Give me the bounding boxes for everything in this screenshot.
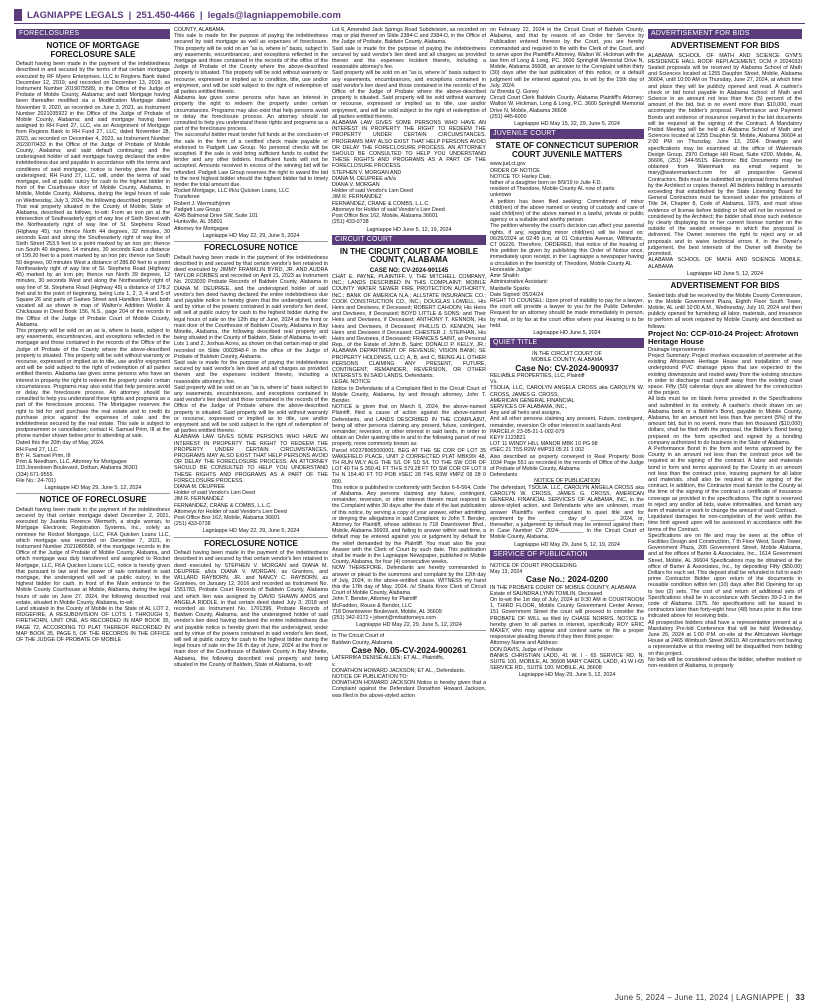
columns [14,27,805,982]
court-heading: IN THE CIRCUIT COURT OF MOBILE COUNTY, ALABAMA [531,351,603,364]
notice-body: Lot 6, Amended Jack Springs Road Subdivision, as recorded on map or plat thereof on Slide 2384-C and 2384-D, in the Office of the Judge of Probate, Baldwin County, Alabama. Said sale is made for the purpose of paying the indebtedness secured by said vendor's lien deed and all charges as provided therein and the expenses incident thereto, including a reasonable attorney's fee. Said property will be sold on an "as is, where is" basis subject to any easements, encumbrances, and exceptions contained in said vendor's lien deed and those contained in the records of the Office of the Judge of Probate where the above-described property is situated. Said property will be sold without warranty or recourse, expressed or implied as to title, use and/or enjoyment, and will be sold subject to the right of redemption of all parties entitled thereto. ALABAMA LAW GIVES SOME PERSONS WHO HAVE AN INTEREST IN PROPERTY THE RIGHT TO REDEEM THE PROPERTY UNDER CERTAIN CIRCUMSTANCES. PROGRAMS MAY ALSO EXIST THAT HELP PERSONS AVOID OR DELAY THE FORECLOSURE PROCESS. AN ATTORNEY SHOULD BE CONSULTED TO HELP YOU UNDERSTAND THESE RIGHTS AND PROGRAMS AS A PART OF THE FORECLOSURE PROCESS. STEPHEN V. MORGAN AND DIANA M. DEUPREE a/k/a DIANA V. MORGAN Holder of said Vendor's Lien Deed JIM R. FERNANDEZ FERNANDEZ, CRANE & COMBS, L.L.C. Attorneys for Holder of said Vendor's Lien Deed Post Office Box 162, Mobile, Alabama 36601 (251) 433-0738 [332,27,486,226]
notice-title: NOTICE OF MORTGAGE FORECLOSURE SALE [46,41,140,59]
notice-title: NOTICE OF FORECLOSURE [39,495,147,505]
notice-title: IN THE CIRCUIT COURT OF MOBILE COUNTY, ALABAMA [339,246,479,265]
publication-dates: Lagniappe HD May 15, 22, 29, June 5, 2024 [514,121,620,128]
column-2 [172,27,330,982]
notice-body: on February 22, 2024 in the Circuit Court of Baldwin County, Alabama, and that by reason of an Order for Service by Publication entered thereon by the Court, you are hereby commanded and required to file with the Clerk of the Court, and to serve upon the Plaintiff's Attorney, Walton W. Hickman with the law firm of Long & Long, PC, 3600 Springhill Memorial Drive N, Mobile, Alabama 36608, an answer to the Complaint within thirty (30) days after the last publication of this notice, or a default judgment will be entered against you, to wit by the 15th day of July, 2024. /s/ Brenda Q. Goney Circuit Court Clerk Baldwin County, Alabama Plaintiff's Attorney: Walton W. Hickman, Long & Long, P.C. 3600 Springhill Memorial Drive N, Mobile, Alabama 36608 (251) 445-6000 [490,27,644,120]
case-number: Case No: CV-2024-900937 [515,362,619,373]
notice-body: Sealed bids shall be received by the Mobile County Commission, in the Mobile Government Plaza, Eighth Floor South Tower, Mobile, AL until 10:00 A.M., Wednesday, July 10, 2024 and then publicly opened for furnishing all labor, materials, and insurance to perform all work required by Mobile County and described as follows: [648,292,802,330]
notice-body: Default having been made in the payment of the indebtedness secured by that certain mortgage dated December 2, 2021, executed by Juanita Florence Wermeth, a single woman, to Mortgage Electronic Registration Systems, Inc., solely as nominee for Rocket Mortgage, LLC, FKA Quicken Loans LLC, which mortgage was recorded on December 7, 2021, in Instrument Number 2021080568, of the mortgage records in the Office of the Judge of Probate of Mobile County, Alabama, and which mortgage was duly transferred and assigned to Rocket Mortgage, LLC, FKA Quicken Loans LLC, notice is hereby given that pursuant to law and the power of sale contained in said mortgage, the undersigned will sell at public outcry, to the highest bidder for cash, in front of the Main entrance to the Mobile County Courthouse at Mobile, Alabama, during the legal hours of sale on June 27, 2024, the following described real estate, situated in Mobile County, Alabama, to-wit: [16,506,170,606]
publication-dates: Lagniappe HD May 22, 29, June 5, 2024 [202,528,300,535]
notice-body: The defendant, TSOLIA, LLC, CAROLYN ANGELA CROSS aka CAROLYN W. CROSS, JAMES G. CROSS, AMERICAN GENERAL FINANCIAL SERVICES OF ALABAMA, INC, in the above-styled action, and Defendants who are unknown, must answer Plaintiff's verified complaint to quiet title and for ejectment by the ________ day of ________, 2024, or, thereafter, a judgement by default may be entered against them in Case Number CV 2024-________ in the Circuit Court of Mobile County, Alabama. [490,484,644,541]
publication-dates: Lagniappe HD May 29, June 5, 12, 2024 [44,485,142,491]
notice-title: ADVERTISEMENT FOR BIDS [670,280,780,290]
page-footer [14,993,805,1003]
project-title: Project No: CCP-010-24 Project: Afrotown Heritage House [648,328,799,347]
publication-email[interactable]: legals@lagniappemobile.com [207,9,341,21]
publication-name: LAGNIAPPE LEGALS [27,9,124,21]
publication-dates: Lagniappe HD June 5, 12, 19, 2024 [366,226,452,233]
section-header-advertisement-for-bids: ADVERTISEMENT FOR BIDS [648,29,802,39]
notice-body: Land situated in the County of Mobile in the State of AL LOT 2, RIDGEFIRE, A RESUBDIVISION OF LOTS 1 THROUGH 5, FIRETHORN, UNIT ONE, AS RECORDED IN MAP BOOK 35, PAGE 72, ACCORDING TO PLAT THEREOF RECORDED IN MAP BOOK 35, PAGE 5, OF THE RECORDS IN THE OFFICE OF THE JUDGE OF PROBATE OF MOBILE [16,606,170,644]
notice-body: ALABAMA SCHOOL OF MATH AND SCIENCE GYM'S RESIDENCE HALL ROOF REPLACEMENT, DCM # 2024033I Sealed proposals will be received by Alabama School of Math and Sciences located at 1255 Dauphin Street, Mobile, Alabama 36604, until 10:00 AM on Thursday, June 27, 2024, at which time and place they will be publicly opened and read. A cashier's check or bid bond payable to Alabama School of Math and Science in an amount not less than five (5) percent of the amount of the bid, but in no event more than $10,000, must accompany the bidder's proposal. Performance and Payment Bonds and evidence of insurance required in the bid documents will be required at the signing of the Contract. A Mandatory Prebid Meeting will be held at Alabama School of Math and Sciences located at 1255 Dauphin St. Mobile, Alabama 36604 at 2:00 PM on Thursday, June 13, 2024. Drawings and specifications may be examined at the office of Watermark Design Group, 2970 Cottage Hill Road, Suite #200, Mobile, AL 36606, (251) 344-5515. Electronic Bid Documents may be obtained from Watermark via email request to mary@watermarkarch.com for all prospective General Contractors. Bids must be submitted on proposal forms furnished by the Architect or copies thereof. All bidders bidding in amounts exceeding that established by the State Licensing Board for General Contractors must be licensed under the provisions of Title 34, Chapter 8, Code of Alabama, 1975, and must show evidence of license before bidding or bid will not be received or considered by the Architect; the bidder shall show such evidence by clearly displaying his or her current license number on the outside of the sealed envelope in which the proposal is delivered. The Owner reserves the right to reject any or all proposals and to waive technical errors if, in the Owner's judgement, the best interests of the Owner will thereby be promoted. ALABAMA SCHOOL OF MATH AND SCIENCE MOBILE, ALABAMA [648,52,802,270]
header-separator: | [128,9,132,21]
column-3 [330,27,488,982]
header-rule [14,23,805,24]
notice-body: That real property situated in the County of Mobile, State of Alabama, described as follows, to-wit: From an iron pin at the intersection of Southeasterly right of way line of Sixth Street with the Northeasterly right of way line of St. Stephens Road (Highway 45), run thence North 44 degrees, 32 minutes, 30 seconds East and along the Southeasterly right of way line of Sixth Street 253.9 feet to a point marked by an iron pin; thence run South 40 degrees, 14 minutes, 30 seconds East a distance of 199.20 feet to a point marked by an iron pin; thence run South 50 degrees, 00 minutes West a distance of 286.80 feet to a point Northeasterly right of way line of St. Stephens Road (Highway 45) marked by an iron pin; thence run North 39 degrees, 12 minutes, 30 seconds West and along the Northeasterly right of way line of St. Stephens Road (Highway 45) a distance of 178.2 feet and to the point of beginning, being Lots 1, 2, 3, 4 and 5 of Square 26 and parts of Gaines Street and Hamilton Street, both vacated all as shown in map of Walton's Addition Wistler & Chickasaw in Deed Book 156, N.S., page 204 of the records in the Office of the Judge of Probate Court of Mobile County, Alabama. [16,203,170,328]
notice-body: Drainage Improvements Project Summary: Project involves excavation of perimeter at the existing Africatown Heritage House and installation of new underground PVC drainage pipes that are expected to the existing downspouts and routed away from the existing structure in order to discharge road runoff away from the existing crawl space. Fifty (50) calendar days are allowed for the construction of the project. All bids must be on blank forms provided in the Specifications and submitted in its entirety. A cashier's check drawn on an Alabama bank or a Bidder's Bond, payable to Mobile County, Alabama, for an amount not less than five percent (5%) of the amount bid, but in no event, more than ten thousand ($10,000) dollars, shall be filed with the proposal, the Bidder's Bond being prepared on the form specified and signed by a bonding company authorized to do business in the State of Alabama. A Performance Bond in the form and terms approved by the County in an amount not less than the contract price will be required at the signing of the contract. A labor and materials bond in form and terms approved by the County in an amount not less than the contract price, insuring payment for all labor and materials, shall also be required at the signing of the contract. In addition, the Contractor must furnish to the County at the time of the signing of the contract a certificate of insurance coverage as provided in the specifications. The right is reserved to reject any and/or all bids, waive informalities, and furnish any item of material or work to change the amount of said Contract. Liquidated damages for non-completion of the work within the time limit agreed upon will be assessed in accordance with the terms of the Contract. Specifications are on file and may be seen at the office of Facilities Design and Construction, 7 th Floor West, South Tower, Government Plaza, 205 Government Street, Mobile Alabama, and at the offices of Barter & Associates, Inc., 1614 Government Street, Mobile, AL 36604 Specifications may be obtained at the office of Barter & Associates, Inc., by depositing Fifty ($50.00) Dollars for each set. This deposit shall be refunded in full to each prime Contractor Bidder upon return of the documents in reusable condition within ten (10) days after Bid Opening for up to two (2) sets. The cost of and return of additional sets of Specifications shall be in accordance with Section 39-2-3 in the code of Alabama 1975. No specifications will be issued to contractors later than forty-eight hour (48) hours prior to the time indicated above for receiving bids. All prospective bidders shall have a representative present at a Mandatory Pre-bid Conference that will be held Wednesday, June 26, 2024 at 1:00 P.M. on-site at the Africatown Heritage House at 2465 Wimbush Street 36610. All contractors not having a representative at this meeting will be disqualified from bidding on this project. No bids will be considered unless the bidder, whether resident or non-resident of Alabama, is properly [648,346,802,670]
footer-separator: | [786,993,792,1002]
divider [174,537,328,538]
notice-body: LATERRIKA DENISE ALLEN; ET AL., Plaintiffs, v. DONATHON HOWARD JACKSON; ET AL., Defendants. NOTICE OF PUBLICATION TO: DONATHON HOWARD JACKSON Notice is hereby given that a Complaint against the Defendant Donathon Howard Jackson, was filed in the above-styled action [332,655,486,699]
notice-body: www.jud.ct.gov ORDER OF NOTICE NOTICE TO: Harley Clair, father of a daughter born on 8/9/19 to Julie F.D. resident of Theodore, Mobile County AL now of parts unknown A petition has been filed seeking: Commitment of minor child(ren) of the above named or vesting of custody and care of said child(ren) of the above named in a lawful, private or public agency or a suitable and worthy person. The petition whereby the court's decision can affect your parental rights, if any, regarding minor child(ren) will be heard on: 06/26/2024 at 02:45 p.m. at 01 Columbia Avenue, Willimantic, CT 06226. Therefore, ORDERED, that notice of the hearing of this petition be given by publishing this Order of Notice once, immediately upon receipt, in the: Lagniappe a newspaper having a circulation in the town/city of: Theodore, Mobile County AL Honorable Judge: Amir Shaikh Administrative Assistant: Maribelle Sparks Date Signed: 05/24/24 RIGHT TO COUNSEL: Upon proof of inability to pay for a lawyer, the court will provide a lawyer to you for the Public Defender. Request for an attorney should be made immediately in person, by mail, or by fax at the court office where your Hearing is to be held. [490,161,644,329]
publication-dates: Lagniappe HD June 5, 2024 [533,329,601,336]
footer-brand: LAGNIAPPE [736,993,785,1002]
divider [16,493,170,494]
divider [648,279,802,280]
column-1 [14,27,172,982]
notice-title: FORECLOSURE NOTICE [204,538,298,548]
notice-body: IN THE PROBATE COURT OF MOBILE COUNTY, ALABAMA Estate of SAUNDRA LYNN TOMLIN, Deceased On to-wit the 1st day of July, 2024 at 9:30 AM in COURTROOM 1, THIRD FLOOR, Mobile County Government Center Annex, 151 Government Street the court will proceed to consider the PROBATE OF WILL as filed by CHASE NORRIS. NOTICE is hereby given to all parties in interest, specifically ROY ERIC MAXEY, who may appear and contest same or file a proper responsive pleading thereto if they then think proper. Attorney Name and Address: DON DAVIS, Judge of Probate BANKS CHRISTIAN LADD, 41 W. I - 65 SERVICE RD. N. SUITE 100, MOBILE, AL 36608 MARY CAROL LADD, 41 W I-65 SERVICE RD., SUITE 100, MOBILE, AL 36608 [490,584,644,672]
publication-dates: Lagniappe HD May 22, 29, June 5, 12, 2024 [356,622,462,629]
page-number: 33 [795,993,805,1002]
notice-body: Default having been made in the payment of the indebtedness described in and secured by the terms of that certain mortgage executed by RF Myers Enterprises, LLC to Regions Bank dated December 12, 2019, and recorded on December 13, 2019, as Instrument Number 2019075589, in the Office of the Judge of Probate of Mobile County, Alabama; and said Mortgage having been thereafter modified via a Modification Mortgage dated November 9, 2020, as recorded on June 3, 2021, as Instrument Number 2021035922 in the Office of the Judge of Probate of Mobile County, Alabama; and said mortgage having been assigned to RH Fund 27, LLC, via an Assignment of Mortgage from Regions Bank to RH Fund 27, LLC, dated November 28, 2023, as recorded on December 4, 2023, as Instrument Number 2023070433 in the Office of the Judge of Probate of Mobile County, Alabama; and said default continuing; and the undersigned holder of said mortgage having declared the entire indebtedness due and payable in accordance with the terms and conditions of said mortgage, notice is hereby given that the undersigned, RH Fund 27, LLC, will, under the terms of said mortgage, sell at public outcry for cash to the highest bidder in front of the Courthouse door of Mobile County, Alabama, in Mobile, Mobile County, Alabama, during the legal hours of sale on Wednesday, July 3, 2024, the following described property: [16,61,170,204]
publication-dates: Lagniappe HD June 5, 12, 2024 [686,270,764,277]
publication-phone: 251.450-4466 [136,9,195,21]
notice-title: STATE OF CONNECTICUT SUPERIOR COURT JUVENILE MATTERS [495,141,639,159]
footer-separator: | [731,993,736,1002]
case-number: Case No.: 2024-0200 [525,574,609,585]
court-heading: NOTICE OF COURT PROCEEDING May 13, 2024 [490,562,577,575]
publication-dates: Lagniappe HD May 29, June 5, 12, 2024 [518,672,616,679]
notice-title: ADVERTISEMENT FOR BIDS [670,41,780,50]
column-5 [646,27,804,982]
publication-dates: Lagniappe HD May 22, 29, June 5, 2024 [202,232,300,239]
notice-signature: RH Fund 27, LLC BY: H. Samuel Prim, III Prim & Needham, LLC, Attorney for Mortgagee 103 Jonestown Boulevard, Dothan, Alabama 36301 (334) 671-9555 File No.: 24-701) [16,446,138,484]
divider [332,630,486,631]
notice-title: FORECLOSURE NOTICE [204,242,298,252]
divider [174,241,328,242]
notice-dated: Dated this the 20th day of May, 2024. [16,439,105,446]
case-number: Case No. 05-CV-2024-900261 [351,644,467,655]
notice-body: Default having been made in the payment of the indebtedness described in and secured by that certain vendor's lien retained in deed executed by JIMMY FRANKLIN BYRD, JR. AND AUDRA TAYLOR FORBES and recorded on April 21, 2023 as Instrument No. 2023030 Probate Records of Baldwin County, Alabama to DIANA M. DEUPREE, and the undersigned holder of said vendor's lien deed having declared the entire indebtedness due and payable notice is hereby given that the undersigned, under and by virtue of the powers contained in said vendor's lien deed, will sell at public outcry for cash to the highest bidder during the legal hours of sale on the 12th day of June, 2024 at the front or main door of the Courthouse of Baldwin County, Alabama in Bay Minette, Alabama, the following described real property and being situated in the County of Baldwin, State of Alabama, to-wit: Lots 1 and 2, Joshua Acres, as shown on that certain map or plat recorded on Slide 0002848-F in the office of the Judge of Probate of Baldwin County, Alabama. Said sale is made for the purpose of paying the indebtedness secured by said vendor's lien deed and all charges as provided therein and the expenses incident thereto, including a reasonable attorney's fee. Said property will be sold on an "as is, where is" basis subject to any easements, encumbrances, and exceptions contained in said vendor's lien deed and those contained in the records of the Office of the Judge of Probate where the above-described property is situated. Said property will be sold without warranty or recourse, expressed or implied as to title, use and/or enjoyment and will be sold subject to the right of redemption of all parties entitled thereto. ALABAMA LAW GIVES SOME PERSONS WHO HAVE AN INTEREST IN PROPERTY THE RIGHT TO REDEEM THE PROPERTY UNDER CERTAIN CIRCUMSTANCES. PROGRAMS MAY ALSO EXIST THAT HELP PERSONS AVOID OR DELAY THE FORECLOSURE PROCESS. AN ATTORNEY SHOULD BE CONSULTED TO HELP YOU UNDERSTAND THESE RIGHTS AND PROGRAMS AS A PART OF THE FORECLOSURE PROCESS. DIANA M. DEUPREE Holder of said Vendor's Lien Deed JIM R. FERNANDEZ FERNANDEZ, CRANE & COMBS, L.L.C. Attorneys for Holder of said Vendor's Lien Deed Post Office Box 162, Mobile, Alabama 36601 (251) 433-0738 [174,254,328,528]
section-header-juvenile-court: JUVENILE COURT [490,129,644,139]
notice-body: This property will be sold on an as is, where is basis, subject to any easements, encumbrances, and exceptions reflected in the mortgage and those contained in the records of the Office of the Judge of Probate of the County where the above-described property is situated. This property will be sold without warranty or recourse, expressed or implied as to title, use and/or enjoyment and will be sold subject to the right of redemption of all parties entitled thereto. Alabama law gives some persons who have an interest in property the right to redeem the property under certain circumstances. Programs may also exist that help persons avoid or delay the foreclosure process. An attorney should be consulted to help you understand these rights and programs as a part of the foreclosure process. The Mortgagee reserves the right to bid for and purchase the real estate and to credit its purchase price against the expenses of sale and the indebtedness secured by the real estate. This sale is subject to postponement or cancellation; contact H. Samuel Prim, III at the phone number shown below prior to attending at sale. [16,327,170,440]
column-4 [488,27,646,982]
publication-dates: Lagniappe HD May 29, June 5, 12, 19, 2024 [514,541,620,548]
section-header-quiet-title: QUIET TITLE [490,338,644,348]
notice-body: Default having been made in the payment of the indebtedness described in and secured by that certain vendor's lien retained in deed executed by STEPHEN V. MORGAN and DIANA M. DEUPREE a/k/a DIANA V. MORGAN, as Grantors, and WILLARD RAYBORN, JR. and NANCY C. RAYBORN, as Grantees, on January 12, 2016 and recorded as Instrument No. 1551783, Probate Court Records of Baldwin County, Alabama and which lien was assigned by DAVID SHAWN AMOS and ANGELA RIDDLE, in that certain deed dated July 3, 2018 and recorded as Instrument No. 1701396, Probate Records of Baldwin County, Alabama, and the undersigned holder of said vendor's lien deed having declared the entire indebtedness due and payable notice is hereby given that the undersigned, under and by virtue of the powers contained in said vendor's lien deed, will sell at public outcry for cash to the highest bidder during the legal hours of sale on the 26 th day of June, 2024 at the front or main door of the Courthouse of Baldwin County in Bay Minette, Alabama, the following described real property and being situated in the County of Baldwin, State of Alabama, to-wit: [174,550,328,668]
section-header-foreclosures: FORECLOSURES [16,29,170,39]
court-heading: In The Circuit Court of Baldwin County, Alabama [332,633,393,646]
page-header [14,8,805,22]
notice-subheading: NOTICE OF PUBLICATION [534,478,600,485]
header-separator: | [199,9,203,21]
notice-body: COUNTY, ALABAMA. This sale is made for the purpose of paying the indebtedness secured by said mortgage as well as expenses of foreclosure. This property will be sold on an "as is, where is" basis, subject to any easements, encumbrances, and exceptions reflected in the mortgage and those contained in the records of the office of the Judge of Probate of the County where the above-described property is situated. This property will be sold without warranty or recourse, expressed or implied as to condition, title, use and/or enjoyment, and will be sold subject to the right of redemption of all parties entitled thereto. Alabama law gives some persons who have an interest in property the right to redeem the property under certain circumstances. Programs may also exist that help persons avoid or delay the foreclosure process. An attorney should be consulted to help you understand these rights and programs as a part of the foreclosure process. The successful bidder must tender full funds at the conclusion of the sale in the form of a certified check made payable or endorsed to Padgett Law Group. No personal checks will be accepted. If the sale is void bring sufficient funds to outbid the lender and any other bidders. Insufficient funds will not be accepted. Amounts received in excess of the winning bid will be refunded. Padgett Law Group reserves the right to award the bid to the next highest bidder should the highest bidder fail to timely tender the total amount due. Rocket Mortgage, LLC f/k/a Quicken Loans, LLC Transferee Robert J. Wermuth/jmm Padgett Law Group 4245 Balmoral Drive SW, Suite 101 Huntsville, AL 35801 Attorney for Mortgagee [174,27,328,232]
section-header-circuit-court: CIRCUIT COURT [332,235,486,245]
section-header-service-of-publication: SERVICE OF PUBLICATION [490,550,644,560]
header-accent-bar [14,9,22,21]
notice-body: CHAT E. PAYNE, PLAINTIFF, V. THE MITCHELL COMPANY, INC.; LANDS DESCRIBED IN THIS COMPLAINT; MOBILE COUNTY WATER SEWER FIRE PROTECTION AUTHORITY, INC.; BANK OF AMERICA N.A.; ALLSTATE INSURANCE CO.; COOK CONSTRUCTION CO., INC.; DOUGLAS LOWELL, His Heirs and Devisees, if Deceased; ROBERT CAHOON; His Heirs and Devisees, if Deceased; BOYD LITTLE & SONS; and Their Heirs and Devisees, if Deceased; ANTHONY T. KENNON, His Heirs and Devisees, if Deceased; PHILLIS D. KENNON, Her Heirs and Devisees if Deceased; CHESTER J. STEPHAN, His Heirs and Devisees, if Deceased; FRANCES SAINT, as Personal Rep., of the Estate of John B. Saint; DONALD P. KELLY, JR.; ALABAMA DEPARTMENT OF REVENUE; VISION BANK; SE PROPERTY HOLDINGS, LLC; A, B, and C, BEING ALL OTHER PERSONS CLAIMING ANY PRESENT, FUTURE, CONTINGENT, REMAINDER, REVERSION, OR OTHER INTERESTS IN SAID LANDS, Defendants. LEGAL NOTICE Notice to Defendants of a Complaint filed in the Circuit Court of Mobile County, Alabama, by and through attorney, John T. Bender. NOTICE is given that on March 6, 2024, the above-named Plaintiff, filed a cause of action against the above-named Defendants, and LANDS DESCRIBED IN THE COMPLAINT, being all other persons claiming any present, future, contingent, remainder, reversion, or other interest in said lands, in order to obtain an Order quieting title in and to the following parcel of real property, more commonly known as: Parcel #02378065000001. BEG AT THE SE COR OF LOT 35 WAKEFIELD PLACE, UNIT 2 CORRECTED PLAT MBK99/ 48, TH RUN WLY ALG THE S/L OF SD 5/L TO THE SW COR OF LOT 40 TH S 350.41 FT TH E 579.28 FT TO SW COR OF LOT 9 TH N 154.40 FT TO POB #SEC 28 T4S R3W #MPZ 08 28 0 000. This notice is published in conformity with Section 6-6-564, Code of Alabama. Any persons claiming any future, contingent, remainder, reversion, or other interest therein must respond to the Complaint within 30 days after the date of the last publication of this notice, by serving a copy of your answer, either admitting or denying the allegations in said Complaint; to John T. Bender, Attorney for Plaintiff, whose address is 718 Downtowner Blvd., Mobile, Alabama 36609, and failing to answer within said time, a default may be entered against you or judgment by default for the relief demanded by the Plaintiff. You must also file your Answer with the Clerk of Court by such date. This publication shall be made in the Lagniappe Newspaper, published in Mobile County, Alabama, for four (4) consecutive weeks. NOW THEREFORE, Defendants are hereby commanded to answer or plead to the summons and complaint by the 12th day of July, 2024, in the above-entitled cause. WITNESS my hand this the 17th day of May, 2024. /s/ Sharla Knox Clerk of Circuit Court of Mobile County, Alabama John T. Bender, Attorney for Plaintiff McFadden, Rouse & Bendor, LLC 718 Downtowner Boulevard, Mobile, AL 36609 (251) 342-9172 • jvbent@mrbattorneys.com [332,273,486,622]
case-number: CASE NO: CV-2024-901145 [369,266,449,274]
notice-body: RELIABLE PROPERTIES, LLC, Plaintiff Vs. TSOLIA, LLC, CAROLYN ANGELA CROSS aka CAROLYN W. CROSS, JAMES G. CROSS, AMERICAN GENERAL FINANCIAL SERVICES OF ALABAMA, INC., Any and all heirs and assigns, And all other persons claiming any present, Future, contingent, remainder, reversion Or other interest in said lands And PARCEL#: 23-05-21-1-002-079 KEY# 1123821 LOT 11 WINDY HILL MANOR MBK 10 PG 98 #SEC 21 T5S R2W #MP33 05 21 1 002 Also described as property conveyed in Real Property Book 1034 Page 551 as recorded in the records of Office of the Judge of Probate of Mobile County, Alabama Defendants [490,373,644,479]
issue-dates: June 5, 2024 – June 11, 2024 [614,993,729,1002]
